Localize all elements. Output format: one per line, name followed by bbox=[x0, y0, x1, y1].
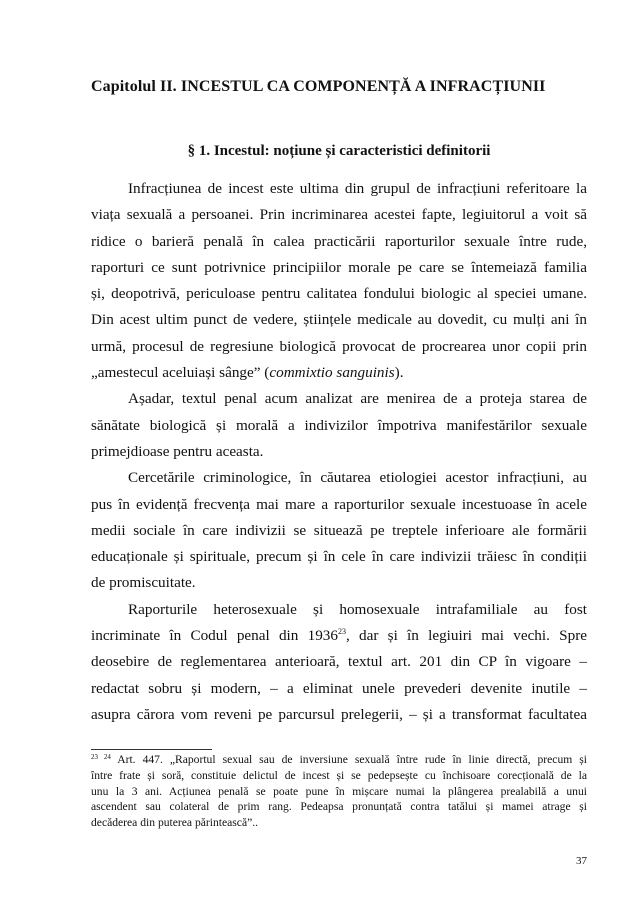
footnote-line bbox=[91, 752, 587, 768]
text-fragment: ). bbox=[394, 364, 404, 382]
text-line bbox=[91, 623, 587, 649]
text-line bbox=[91, 360, 587, 386]
footnote-mark: 23 24 bbox=[91, 753, 111, 761]
footnote-line: unu la 3 ani. Acțiunea penală se poate pune în mișcare numai la plângerea prealabilă a unui bbox=[91, 784, 587, 798]
footnote-line: decăderea din puterea părintească”.. bbox=[91, 816, 259, 830]
footnote-reference[interactable]: 23 bbox=[338, 627, 346, 637]
text-line: primejdioase pentru aceasta. bbox=[91, 442, 264, 460]
text-line: redactat sobru și modern, – a eliminat unele prevederi devenite inutile – bbox=[91, 679, 587, 697]
text-fragment: incriminate în Codul penal din 1936 bbox=[91, 627, 338, 645]
body-text bbox=[91, 176, 587, 728]
section-title: § 1. Incestul: noțiune și caracteristici definitorii bbox=[187, 143, 491, 159]
chapter-title: Capitolul II. INCESTUL CA COMPONENȚĂ A INFRACȚIUNII bbox=[91, 78, 546, 95]
footnote-line: între frate și soră, constituie delictul de incest și se pedepsește cu închisoare corecțională de la bbox=[91, 768, 587, 782]
text-line: viața sexuală a persoanei. Prin incriminarea acestei fapte, legiuitorul a voit să bbox=[91, 206, 587, 224]
text-fragment: „amestecul aceluiași sânge” ( bbox=[91, 364, 270, 382]
text-line: Din acest ultim punct de vedere, științele medicale au dovedit, cu mulți ani în bbox=[91, 311, 587, 329]
footnote-separator bbox=[91, 749, 212, 750]
text-line: Infracțiunea de incest este ultima din grupul de infracțiuni referitoare la bbox=[128, 180, 587, 197]
page-number: 37 bbox=[576, 855, 587, 867]
latin-term: commixtio sanguinis bbox=[269, 364, 395, 382]
text-line: pus în evidență frecvența mai mare a raporturilor sexuale incestuoase în acele bbox=[91, 495, 587, 513]
text-line: sănătate biologică și morală a indivizilor împotriva manifestărilor sexuale bbox=[91, 416, 587, 434]
text-line: asupra cărora vom reveni pe parcursul prelegerii, – și a transformat facultatea bbox=[91, 705, 587, 723]
footnote-line: ascendent sau colateral de prim rang. Pedeapsa pronunțată contra tatălui și mamei atrage și bbox=[91, 800, 587, 814]
text-line: deosebire de reglementarea anterioară, textul art. 201 din CP în vigoare – bbox=[91, 653, 587, 671]
text-line: și, deopotrivă, periculoase pentru calitatea fondului biologic al speciei umane. bbox=[91, 285, 587, 303]
text-line: Raporturile heterosexuale și homosexuale intrafamiliale au fost bbox=[128, 600, 587, 618]
text-line: urmă, procesul de regresiune biologică provocat de procrearea unor copii prin bbox=[91, 337, 587, 355]
text-line: raporturi ce sunt potrivnice principiilor morale pe care se întemeiază familia bbox=[91, 258, 587, 276]
text-line: educaționale și spirituale, precum și în cele în care indivizii trăiesc în condiții bbox=[91, 548, 587, 566]
text-line: ridice o barieră penală în calea practicării raporturilor sexuale între rude, bbox=[91, 232, 587, 250]
text-fragment: , dar și în legiuiri mai vechi. Spre bbox=[346, 627, 587, 645]
footnote-text: Art. 447. „Raportul sexual sau de inversiune sexuală între rude în linie directă, precum și bbox=[117, 753, 588, 766]
footnote bbox=[91, 752, 587, 831]
text-line: de promiscuitate. bbox=[91, 574, 196, 592]
text-line: Așadar, textul penal acum analizat are menirea de a proteja starea de bbox=[128, 390, 587, 408]
text-line: medii sociale în care indivizii se situează pe treptele inferioare ale formării bbox=[91, 521, 587, 539]
text-line: Cercetările criminologice, în căutarea etiologiei acestor infracțiuni, au bbox=[128, 469, 587, 487]
